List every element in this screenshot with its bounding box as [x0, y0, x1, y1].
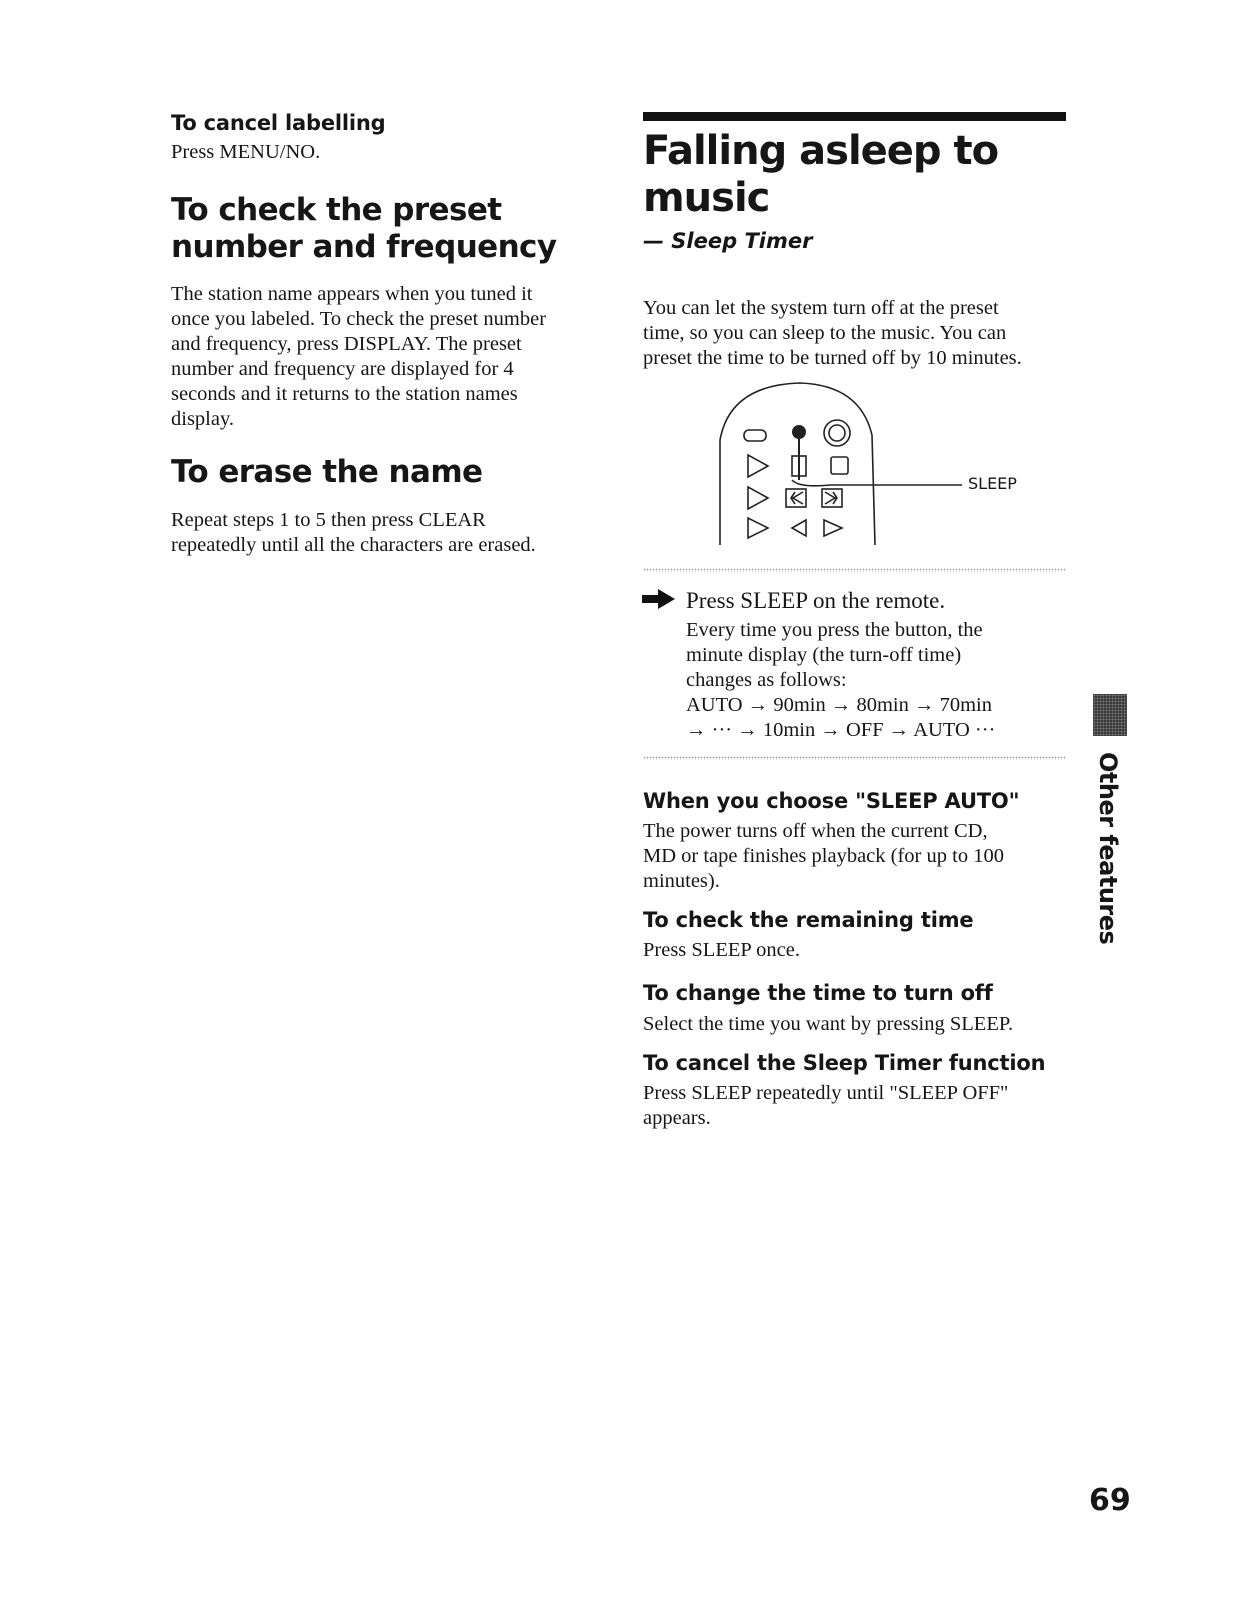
text-line: number and frequency are displayed for 4 [171, 358, 514, 380]
text-line: seconds and it returns to the station names [171, 383, 518, 405]
side-tab-marker [1093, 694, 1127, 736]
remote-button [824, 420, 850, 446]
forward-button-icon [824, 520, 842, 536]
section-title-line1: Falling asleep to [643, 128, 999, 174]
remaining-time-heading: To check the remaining time [643, 908, 974, 932]
sleep-auto-text [643, 819, 1004, 894]
next-arrow-icon [825, 492, 837, 504]
text-line: Press SLEEP repeatedly until "SLEEP OFF" [643, 1082, 1009, 1104]
section-subtitle: — Sleep Timer [643, 229, 813, 253]
cancel-timer-text [643, 1081, 1008, 1131]
step-detail [686, 618, 995, 743]
check-preset-heading-line2: number and frequency [171, 229, 557, 265]
text-line: time, so you can sleep to the music. You can [643, 322, 1007, 344]
next-button-icon [822, 489, 842, 507]
text-line: Repeat steps 1 to 5 then press CLEAR [171, 509, 486, 531]
remote-illustration [700, 380, 1070, 550]
prev-button-icon [786, 489, 806, 507]
remote-outline [720, 383, 875, 545]
sleep-auto-heading: When you choose "SLEEP AUTO" [643, 789, 1020, 813]
title-rule [643, 112, 1066, 121]
text-line: display. [171, 408, 235, 430]
step-instruction: Press SLEEP on the remote. [686, 588, 946, 613]
section-title [643, 128, 998, 222]
cancel-labelling-text: Press MENU/NO. [171, 141, 321, 163]
text-line: repeatedly until all the characters are erased. [171, 534, 536, 556]
cancel-timer-heading: To cancel the Sleep Timer function [643, 1051, 1046, 1075]
text-line: MD or tape finishes playback (for up to 100 [643, 845, 1004, 867]
play-button-icon [748, 518, 768, 538]
remote-button [829, 425, 845, 441]
remote-button [744, 430, 766, 441]
text-line: minutes). [643, 870, 720, 892]
sequence-line: → ··· → 10min → OFF → AUTO ··· [686, 719, 996, 741]
check-preset-heading-line1: To check the preset [171, 192, 502, 228]
intro-text [643, 296, 1022, 371]
page-number: 69 [1089, 1483, 1131, 1518]
text-line: The station name appears when you tuned it [171, 283, 533, 305]
prev-arrow-icon [791, 492, 803, 504]
text-line: appears. [643, 1107, 711, 1129]
check-preset-heading [171, 192, 556, 266]
sequence-line: AUTO → 90min → 80min → 70min [686, 694, 992, 716]
step-divider-bottom [643, 756, 1066, 760]
arrow-right-icon [641, 589, 677, 609]
text-line: The power turns off when the current CD, [643, 820, 988, 842]
text-line: Every time you press the button, the [686, 619, 983, 641]
text-line: You can let the system turn off at the preset [643, 297, 999, 319]
stop-button-icon [831, 457, 848, 474]
remaining-time-text: Press SLEEP once. [643, 939, 800, 961]
rewind-button-icon [792, 520, 806, 536]
check-preset-text [171, 282, 546, 432]
text-line: once you labeled. To check the preset number [171, 308, 547, 330]
text-line: changes as follows: [686, 669, 847, 691]
erase-name-text [171, 508, 536, 558]
play-button-icon [748, 455, 768, 477]
erase-name-heading: To erase the name [171, 454, 483, 490]
sleep-callout-label: SLEEP [968, 474, 1017, 493]
cancel-labelling-heading: To cancel labelling [171, 111, 386, 135]
text-line: preset the time to be turned off by 10 minutes. [643, 347, 1022, 369]
text-line: minute display (the turn-off time) [686, 644, 962, 666]
step-divider-top [643, 568, 1066, 572]
text-line: and frequency, press DISPLAY. The preset [171, 333, 522, 355]
side-tab-label: Other features [1094, 752, 1122, 945]
sleep-callout-line [792, 480, 962, 486]
section-title-line2: music [643, 175, 770, 221]
change-time-heading: To change the time to turn off [643, 981, 993, 1005]
play-button-icon [748, 487, 768, 509]
change-time-text: Select the time you want by pressing SLEEP. [643, 1013, 1014, 1035]
